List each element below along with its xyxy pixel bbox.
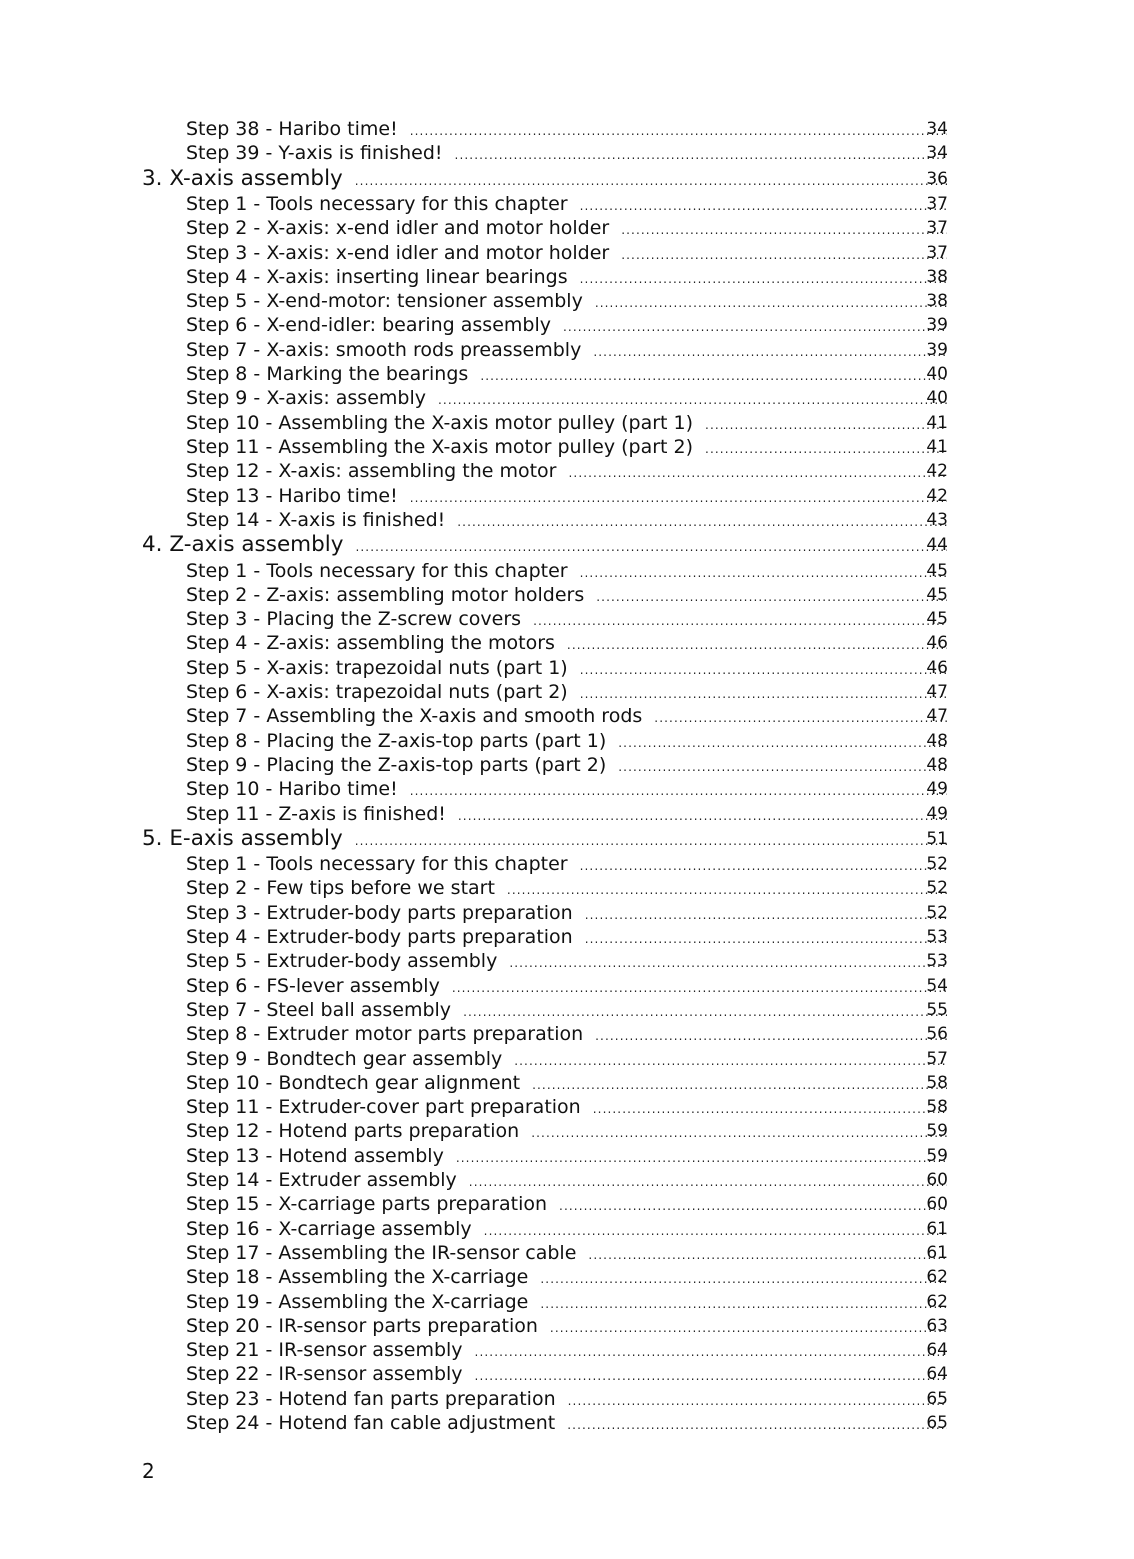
- toc-step-entry[interactable]: [0, 559, 1134, 583]
- step-title: Step 22 - IR-sensor assembly: [186, 1363, 463, 1386]
- toc-page-number: 37: [926, 218, 948, 239]
- step-title: Step 10 - Haribo time!: [186, 778, 398, 801]
- step-title: Step 10 - Bondtech gear alignment: [186, 1071, 521, 1094]
- toc-entry-lead: [186, 802, 947, 828]
- toc-page-number: 49: [926, 779, 948, 800]
- toc-step-entry[interactable]: [0, 656, 1134, 680]
- dot-leader: [580, 854, 947, 878]
- toc-step-entry[interactable]: [0, 289, 1134, 313]
- dot-leader: [595, 291, 947, 315]
- toc-step-entry[interactable]: [0, 802, 1134, 826]
- step-title: Step 4 - Z-axis: assembling the motors: [186, 632, 555, 655]
- toc-entry-lead: [186, 411, 947, 437]
- toc-page-number: 51: [926, 828, 948, 849]
- toc-step-entry[interactable]: [0, 998, 1134, 1022]
- toc-entry-lead: [186, 1022, 947, 1048]
- toc-page-number: 59: [926, 1121, 948, 1142]
- toc-step-entry[interactable]: [0, 1241, 1134, 1265]
- toc-entry-lead: [186, 680, 947, 706]
- dot-leader: [458, 804, 947, 828]
- toc-step-entry[interactable]: [0, 631, 1134, 655]
- toc-entry-lead: [186, 1095, 947, 1121]
- toc-page-number: 52: [926, 878, 948, 899]
- toc-step-entry[interactable]: [0, 777, 1134, 801]
- toc-page-number: 60: [926, 1170, 948, 1191]
- toc-step-entry[interactable]: [0, 974, 1134, 998]
- toc-page-number: 53: [926, 927, 948, 948]
- toc-page-number: 46: [926, 633, 948, 654]
- dot-leader: [595, 1024, 947, 1048]
- toc-entry-lead: [186, 1144, 947, 1170]
- toc-step-entry[interactable]: [0, 508, 1134, 532]
- toc-page-number: 36: [926, 168, 948, 189]
- toc-entry-lead: [186, 631, 947, 657]
- toc-step-entry[interactable]: [0, 949, 1134, 973]
- dot-leader: [618, 731, 947, 755]
- step-title: Step 12 - X-axis: assembling the motor: [186, 460, 557, 483]
- toc-page-number: 56: [926, 1024, 948, 1045]
- step-title: Step 7 - X-axis: smooth rods preassembly: [186, 338, 582, 361]
- page-number: 2: [142, 1459, 155, 1483]
- toc-entry-lead: [186, 435, 947, 461]
- toc-step-entry[interactable]: [0, 1217, 1134, 1241]
- toc-page-number: 58: [926, 1097, 948, 1118]
- toc-entry-lead: [186, 559, 947, 585]
- toc-page-number: 64: [926, 1364, 948, 1385]
- toc-step-entry[interactable]: [0, 1022, 1134, 1046]
- toc-step-entry[interactable]: [0, 1095, 1134, 1119]
- toc-step-entry[interactable]: [0, 852, 1134, 876]
- toc-page-number: 63: [926, 1315, 948, 1336]
- step-title: Step 21 - IR-sensor assembly: [186, 1339, 463, 1362]
- step-title: Step 19 - Assembling the X-carriage: [186, 1290, 529, 1313]
- toc-page-number: 48: [926, 754, 948, 775]
- toc-entry-lead: [186, 1192, 947, 1218]
- toc-entry-lead: [186, 508, 947, 534]
- toc-entry-lead: [186, 753, 947, 779]
- step-title: Step 8 - Marking the bearings: [186, 363, 469, 386]
- dot-leader: [410, 486, 947, 510]
- toc-entry-lead: [186, 1047, 947, 1073]
- toc-entry-lead: [186, 313, 947, 339]
- dot-leader: [452, 976, 947, 1000]
- toc-step-entry[interactable]: [0, 411, 1134, 435]
- toc-page-number: 39: [926, 339, 948, 360]
- step-title: Step 14 - Extruder assembly: [186, 1169, 457, 1192]
- toc-page-number: 41: [926, 436, 948, 457]
- dot-leader: [480, 364, 947, 388]
- toc-page-number: 48: [926, 730, 948, 751]
- dot-leader: [475, 1340, 947, 1364]
- toc-step-entry[interactable]: [0, 141, 1134, 165]
- toc-step-entry[interactable]: [0, 216, 1134, 240]
- toc-page-number: 62: [926, 1267, 948, 1288]
- step-title: Step 11 - Assembling the X-axis motor pulley (part 2): [186, 435, 694, 458]
- toc-step-entry[interactable]: [0, 1119, 1134, 1143]
- toc-page-number: 46: [926, 657, 948, 678]
- step-title: Step 24 - Hotend fan cable adjustment: [186, 1412, 556, 1435]
- toc-step-entry[interactable]: [0, 901, 1134, 925]
- toc-entry-lead: [186, 656, 947, 682]
- dot-leader: [563, 315, 947, 339]
- toc-entry-lead: [186, 1338, 947, 1364]
- toc-step-entry[interactable]: [0, 1168, 1134, 1192]
- toc-page-number: 38: [926, 291, 948, 312]
- toc-page-number: 65: [926, 1388, 948, 1409]
- step-title: Step 7 - Assembling the X-axis and smooth rods: [186, 705, 643, 728]
- step-title: Step 14 - X-axis is finished!: [186, 508, 446, 531]
- toc-step-entry[interactable]: [0, 876, 1134, 900]
- toc-entry-lead: [186, 974, 947, 1000]
- toc-page-number: 37: [926, 242, 948, 263]
- toc-step-entry[interactable]: [0, 241, 1134, 265]
- toc-step-entry[interactable]: [0, 607, 1134, 631]
- toc-step-entry[interactable]: [0, 435, 1134, 459]
- step-title: Step 2 - X-axis: x-end idler and motor holder: [186, 217, 610, 240]
- dot-leader: [550, 1316, 947, 1340]
- dot-leader: [514, 1049, 947, 1073]
- step-title: Step 11 - Extruder-cover part preparation: [186, 1096, 581, 1119]
- toc-step-entry[interactable]: [0, 583, 1134, 607]
- toc-entry-lead: [142, 532, 947, 560]
- toc-entry-lead: [186, 901, 947, 927]
- dot-leader: [559, 1194, 947, 1218]
- toc-step-entry[interactable]: [0, 1338, 1134, 1362]
- step-title: Step 17 - Assembling the IR-sensor cable: [186, 1241, 577, 1264]
- dot-leader: [580, 561, 947, 585]
- toc-page-number: 58: [926, 1072, 948, 1093]
- toc-page-number: 54: [926, 975, 948, 996]
- toc-step-entry[interactable]: [0, 1192, 1134, 1216]
- toc-page-number: 45: [926, 560, 948, 581]
- toc-step-entry[interactable]: [0, 925, 1134, 949]
- dot-leader: [593, 340, 947, 364]
- toc-step-entry[interactable]: [0, 1314, 1134, 1338]
- step-title: Step 7 - Steel ball assembly: [186, 998, 452, 1021]
- step-title: Step 1 - Tools necessary for this chapter: [186, 559, 568, 582]
- toc-page-number: 38: [926, 266, 948, 287]
- dot-leader: [596, 585, 947, 609]
- toc-entry-lead: [186, 1314, 947, 1340]
- toc-entry-lead: [186, 876, 947, 902]
- dot-leader: [456, 1146, 947, 1170]
- dot-leader: [457, 510, 947, 534]
- toc-page-number: 57: [926, 1048, 948, 1069]
- step-title: Step 8 - Extruder motor parts preparation: [186, 1023, 584, 1046]
- step-title: Step 13 - Haribo time!: [186, 484, 398, 507]
- toc-entry-lead: [186, 1071, 947, 1097]
- step-title: Step 1 - Tools necessary for this chapter: [186, 192, 568, 215]
- toc-step-entry[interactable]: [0, 117, 1134, 141]
- toc-page-number: 47: [926, 682, 948, 703]
- dot-leader: [585, 927, 947, 951]
- step-title: Step 13 - Hotend assembly: [186, 1144, 444, 1167]
- toc-entry-lead: [186, 459, 947, 485]
- toc-step-entry[interactable]: [0, 753, 1134, 777]
- dot-leader: [593, 1097, 947, 1121]
- step-title: Step 9 - Placing the Z-axis-top parts (part 2): [186, 753, 607, 776]
- toc-entry-lead: [186, 607, 947, 633]
- dot-leader: [540, 1292, 947, 1316]
- toc-step-entry[interactable]: [0, 1387, 1134, 1411]
- dot-leader: [580, 682, 947, 706]
- dot-leader: [455, 143, 947, 167]
- toc-page-number: 61: [926, 1218, 948, 1239]
- dot-leader: [618, 755, 947, 779]
- step-title: Step 5 - Extruder-body assembly: [186, 950, 498, 973]
- dot-leader: [568, 1389, 947, 1413]
- toc-step-entry[interactable]: [0, 192, 1134, 216]
- toc-page-number: 40: [926, 364, 948, 385]
- toc-page-number: 42: [926, 461, 948, 482]
- dot-leader: [654, 706, 947, 730]
- dot-leader: [580, 658, 947, 682]
- step-title: Step 5 - X-end-motor: tensioner assembly: [186, 290, 583, 313]
- step-title: Step 23 - Hotend fan parts preparation: [186, 1387, 556, 1410]
- toc-entry-lead: [186, 338, 947, 364]
- toc-step-entry[interactable]: [0, 265, 1134, 289]
- toc-entry-lead: [186, 117, 947, 143]
- toc-page-number: 34: [926, 119, 948, 139]
- chapter-title: 3. X-axis assembly: [142, 165, 343, 191]
- step-title: Step 9 - X-axis: assembly: [186, 387, 426, 410]
- toc-entry-lead: [186, 852, 947, 878]
- toc-page-number: 49: [926, 803, 948, 824]
- toc-step-entry[interactable]: [0, 459, 1134, 483]
- step-title: Step 16 - X-carriage assembly: [186, 1217, 472, 1240]
- toc-page-number: 41: [926, 412, 948, 433]
- toc-step-entry[interactable]: [0, 386, 1134, 410]
- toc-page-number: 43: [926, 509, 948, 530]
- toc-chapter-entry[interactable]: [0, 532, 1134, 558]
- step-title: Step 39 - Y-axis is finished!: [186, 142, 443, 165]
- toc-page-number: 34: [926, 143, 948, 164]
- step-title: Step 4 - Extruder-body parts preparation: [186, 926, 573, 949]
- toc-page-number: 52: [926, 902, 948, 923]
- toc-page-number: 42: [926, 485, 948, 506]
- dot-leader: [567, 633, 947, 657]
- toc-page-number: 45: [926, 609, 948, 630]
- toc-page-number: 47: [926, 706, 948, 727]
- toc-entry-lead: [186, 998, 947, 1024]
- toc-step-entry[interactable]: [0, 338, 1134, 362]
- toc-step-entry[interactable]: [0, 1290, 1134, 1314]
- toc-step-entry[interactable]: [0, 484, 1134, 508]
- toc-entry-lead: [186, 289, 947, 315]
- step-title: Step 15 - X-carriage parts preparation: [186, 1193, 548, 1216]
- toc-entry-lead: [186, 777, 947, 803]
- toc-entry-lead: [186, 1217, 947, 1243]
- step-title: Step 3 - X-axis: x-end idler and motor holder: [186, 241, 610, 264]
- dot-leader: [475, 1364, 947, 1388]
- toc-page-number: 65: [926, 1413, 948, 1434]
- toc-entry-lead: [186, 265, 947, 291]
- toc-page-number: 53: [926, 951, 948, 972]
- dot-leader: [507, 878, 947, 902]
- chapter-title: 5. E-axis assembly: [142, 825, 343, 851]
- toc-step-entry[interactable]: [0, 680, 1134, 704]
- step-title: Step 12 - Hotend parts preparation: [186, 1120, 520, 1143]
- toc-page-number: 44: [926, 535, 948, 556]
- toc-entry-lead: [186, 1290, 947, 1316]
- dot-leader: [410, 779, 947, 803]
- dot-leader: [469, 1170, 947, 1194]
- step-title: Step 6 - FS-lever assembly: [186, 974, 440, 997]
- toc-entry-lead: [142, 826, 947, 854]
- dot-leader: [585, 903, 947, 927]
- step-title: Step 1 - Tools necessary for this chapter: [186, 853, 568, 876]
- dot-leader: [567, 1413, 947, 1437]
- toc-chapter-entry[interactable]: [0, 166, 1134, 192]
- step-title: Step 8 - Placing the Z-axis-top parts (part 1): [186, 729, 607, 752]
- toc-page-number: 62: [926, 1291, 948, 1312]
- toc-entry-lead: [186, 1387, 947, 1413]
- toc-step-entry[interactable]: [0, 1071, 1134, 1095]
- toc-entry-lead: [186, 1362, 947, 1388]
- step-title: Step 3 - Extruder-body parts preparation: [186, 901, 573, 924]
- toc-page-number: 64: [926, 1340, 948, 1361]
- toc-entry-lead: [186, 484, 947, 510]
- toc-step-entry[interactable]: [0, 1047, 1134, 1071]
- dot-leader: [533, 609, 947, 633]
- toc-page-number: 61: [926, 1242, 948, 1263]
- dot-leader: [509, 951, 947, 975]
- dot-leader: [588, 1243, 947, 1267]
- dot-leader: [438, 388, 947, 412]
- dot-leader: [532, 1073, 947, 1097]
- dot-leader: [580, 194, 947, 218]
- step-title: Step 4 - X-axis: inserting linear bearings: [186, 265, 568, 288]
- toc-page-number: 37: [926, 193, 948, 214]
- toc-step-entry[interactable]: [0, 1362, 1134, 1386]
- step-title: Step 38 - Haribo time!: [186, 118, 398, 140]
- dot-leader: [484, 1219, 947, 1243]
- toc-entry-lead: [186, 192, 947, 218]
- toc-page-number: 45: [926, 584, 948, 605]
- step-title: Step 3 - Placing the Z-screw covers: [186, 608, 522, 631]
- toc-entry-lead: [186, 1265, 947, 1291]
- toc-step-entry[interactable]: [0, 1411, 1134, 1435]
- toc-entry-lead: [186, 386, 947, 412]
- toc-entry-lead: [186, 583, 947, 609]
- step-title: Step 10 - Assembling the X-axis motor pulley (part 1): [186, 411, 694, 434]
- toc-entry-lead: [186, 141, 947, 167]
- dot-leader: [531, 1121, 947, 1145]
- step-title: Step 11 - Z-axis is finished!: [186, 802, 446, 825]
- toc-step-entry[interactable]: [0, 362, 1134, 386]
- toc-step-entry[interactable]: [0, 729, 1134, 753]
- dot-leader: [355, 828, 947, 854]
- step-title: Step 2 - Z-axis: assembling motor holders: [186, 583, 585, 606]
- toc-entry-lead: [186, 1411, 947, 1437]
- toc-page-number: 60: [926, 1194, 948, 1215]
- toc-entry-lead: [186, 216, 947, 242]
- toc-chapter-entry[interactable]: [0, 826, 1134, 852]
- toc-entry-lead: [186, 362, 947, 388]
- dot-leader: [355, 534, 947, 560]
- toc-entry-lead: [186, 241, 947, 267]
- dot-leader: [621, 218, 947, 242]
- chapter-title: 4. Z-axis assembly: [142, 532, 344, 558]
- dot-leader: [568, 461, 947, 485]
- toc-entry-lead: [186, 925, 947, 951]
- toc-step-entry[interactable]: [0, 704, 1134, 728]
- toc-entry-lead: [186, 704, 947, 730]
- toc-step-entry[interactable]: [0, 1144, 1134, 1168]
- dot-leader: [355, 168, 947, 194]
- dot-leader: [540, 1267, 947, 1291]
- toc-entry-lead: [142, 166, 947, 194]
- dot-leader: [410, 119, 947, 143]
- step-title: Step 2 - Few tips before we start: [186, 877, 495, 900]
- step-title: Step 9 - Bondtech gear assembly: [186, 1047, 503, 1070]
- table-of-contents: [0, 117, 1134, 1435]
- toc-page-number: 40: [926, 388, 948, 409]
- dot-leader: [621, 243, 947, 267]
- toc-entry-lead: [186, 949, 947, 975]
- dot-leader: [580, 267, 947, 291]
- step-title: Step 6 - X-end-idler: bearing assembly: [186, 314, 551, 337]
- toc-step-entry[interactable]: [0, 1265, 1134, 1289]
- toc-entry-lead: [186, 729, 947, 755]
- toc-page-number: 59: [926, 1145, 948, 1166]
- step-title: Step 5 - X-axis: trapezoidal nuts (part 1): [186, 656, 568, 679]
- toc-page-number: 39: [926, 315, 948, 336]
- dot-leader: [463, 1000, 947, 1024]
- step-title: Step 6 - X-axis: trapezoidal nuts (part 2): [186, 681, 568, 704]
- toc-step-entry[interactable]: [0, 313, 1134, 337]
- step-title: Step 20 - IR-sensor parts preparation: [186, 1314, 538, 1337]
- toc-entry-lead: [186, 1119, 947, 1145]
- toc-page-number: 52: [926, 854, 948, 875]
- toc-entry-lead: [186, 1168, 947, 1194]
- toc-entry-lead: [186, 1241, 947, 1267]
- step-title: Step 18 - Assembling the X-carriage: [186, 1266, 529, 1289]
- toc-page-number: 55: [926, 999, 948, 1020]
